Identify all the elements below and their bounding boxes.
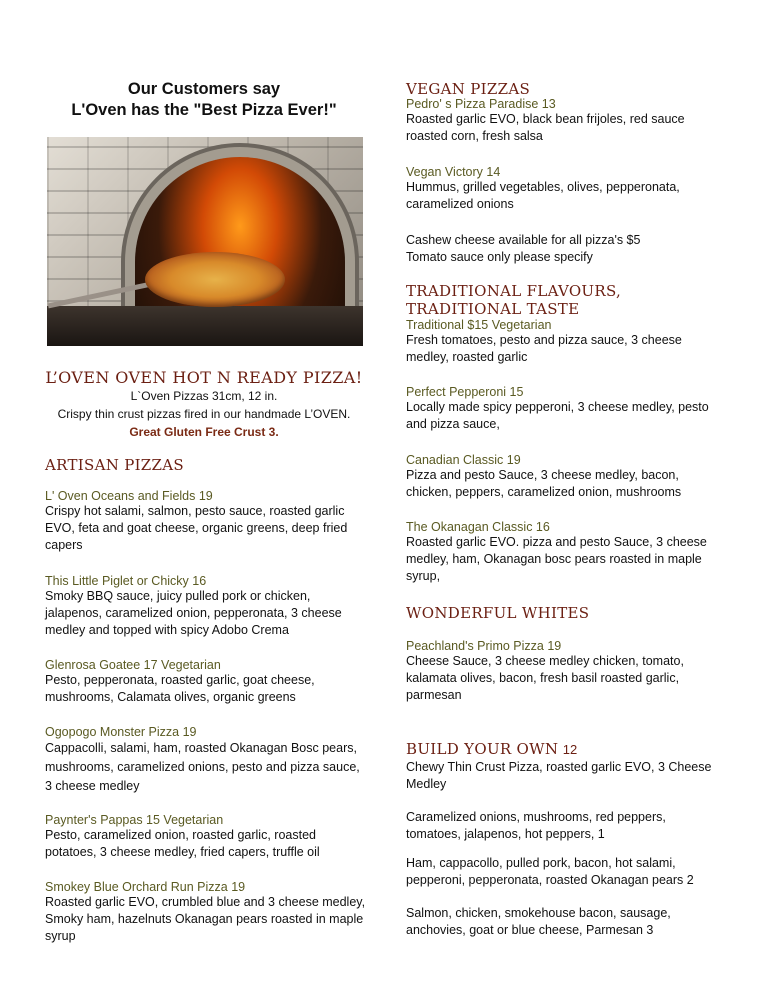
traditional-section-title: TRADITIONAL FLAVOURS, TRADITIONAL TASTE [406,282,622,318]
menu-item-desc: Roasted garlic EVO, black bean frijoles, red sauce roasted corn, fresh salsa [406,112,685,143]
menu-item-desc: Roasted garlic EVO, crumbled blue and 3 cheese medley, Smoky ham, hazelnuts Okanagan pears roasted in maple syrup [45,895,366,943]
vegan-item [406,165,716,213]
hero-line-2: L'Oven has the "Best Pizza Ever!" [71,101,337,119]
oven-section [45,368,363,441]
oven-line-1: L`Oven Pizzas 31cm, 12 in. [130,389,278,403]
artisan-item [45,574,367,639]
artisan-item [45,489,367,554]
menu-item-desc: Roasted garlic EVO. pizza and pesto Sauce, 3 cheese medley, ham, Okanagan bosc pears roasted in maple syrup, [406,535,707,583]
menu-item-desc: Pesto, caramelized onion, roasted garlic, roasted potatoes, 3 cheese medley, fried capers, truffle oil [45,828,320,859]
artisan-item [45,725,367,796]
menu-item-desc: Cheese Sauce, 3 cheese medley chicken, tomato, kalamata olives, bacon, fresh basil roasted garlic, parmesan [406,654,684,702]
menu-item-name: Vegan Victory 14 [406,165,501,179]
whites-section-title: WONDERFUL WHITES [406,604,590,622]
menu-item-desc: Crispy hot salami, salmon, pesto sauce, roasted garlic EVO, feta and goat cheese, organic greens, deep fried capers [45,504,348,552]
traditional-item [406,520,716,585]
menu-item-desc: Cappacolli, salami, ham, roasted Okanagan Bosc pears, mushrooms, caramelized onions, pesto and pizza sauce, 3 cheese medley [45,741,360,793]
topping-tier: Ham, cappacollo, pulled pork, bacon, hot salami, pepperoni, pepperonata, roasted Okanagan pears 2 [406,856,694,887]
topping-tier: Salmon, chicken, smokehouse bacon, sausage, anchovies, goat or blue cheese, Parmesan 3 [406,906,671,937]
cashew-cheese-note: Cashew cheese available for all pizza's $5 [406,233,641,247]
menu-item-name: Ogopogo Monster Pizza 19 [45,725,197,739]
menu-item-name: This Little Piglet or Chicky 16 [45,574,207,588]
menu-item-desc: Fresh tomatoes, pesto and pizza sauce, 3 cheese medley, roasted garlic [406,333,682,364]
artisan-item [45,658,367,706]
vegan-section-title: VEGAN PIZZAS [406,80,531,98]
traditional-item [406,453,716,501]
menu-item-name: Canadian Classic 19 [406,453,521,467]
oven-section-title: L’OVEN OVEN HOT N READY PIZZA! [45,368,363,387]
tomato-sauce-note: Tomato sauce only please specify [406,250,593,264]
artisan-item [45,813,367,861]
menu-item-desc: Pesto, pepperonata, roasted garlic, goat cheese, mushrooms, Calamata olives, organic greens [45,673,315,704]
menu-item-name: Traditional $15 Vegetarian [406,318,552,332]
menu-item-name: Peachland's Primo Pizza 19 [406,639,562,653]
menu-item-name: Smokey Blue Orchard Run Pizza 19 [45,880,246,894]
menu-item-name: Pedro' s Pizza Paradise 13 [406,97,556,111]
vegan-notes [406,232,736,266]
build-desc: Chewy Thin Crust Pizza, roasted garlic EVO, 3 Cheese Medley [406,760,712,791]
traditional-item [406,385,726,433]
menu-item-name: Glenrosa Goatee 17 Vegetarian [45,658,221,672]
whites-item [406,639,706,704]
artisan-section-title: ARTISAN PIZZAS [45,456,184,474]
menu-item-name: Perfect Pepperoni 15 [406,385,524,399]
traditional-item [406,318,716,366]
menu-item-desc: Smoky BBQ sauce, juicy pulled pork or chicken, jalapenos, caramelized onion, pepperonata, 3 cheese medley and topped with spicy Adobo Crema [45,589,342,637]
menu-item-name: The Okanagan Classic 16 [406,520,550,534]
build-your-own-section [406,740,736,793]
menu-item-name: Paynter's Pappas 15 Vegetarian [45,813,224,827]
build-price: 12 [562,742,578,757]
oven-line-2: Crispy thin crust pizzas fired in our handmade L’OVEN. [57,407,351,421]
gluten-free-note: Great Gluten Free Crust 3. [129,425,279,439]
hero-line-1: Our Customers say [127,80,281,98]
menu-item-desc: Locally made spicy pepperoni, 3 cheese medley, pesto and pizza sauce, [406,400,709,431]
hero-headline [45,79,363,121]
menu-item-name: L' Oven Oceans and Fields 19 [45,489,213,503]
artisan-item [45,880,367,945]
topping-tier: Caramelized onions, mushrooms, red peppers, tomatoes, jalapenos, hot peppers, 1 [406,810,666,841]
menu-item-desc: Pizza and pesto Sauce, 3 cheese medley, bacon, chicken, peppers, caramelized onion, mushrooms [406,468,682,499]
vegan-item [406,97,716,145]
pizza-oven-photo [47,137,363,346]
menu-item-desc: Hummus, grilled vegetables, olives, pepperonata, caramelized onions [406,180,680,211]
build-section-title: BUILD YOUR OWN [406,740,559,758]
